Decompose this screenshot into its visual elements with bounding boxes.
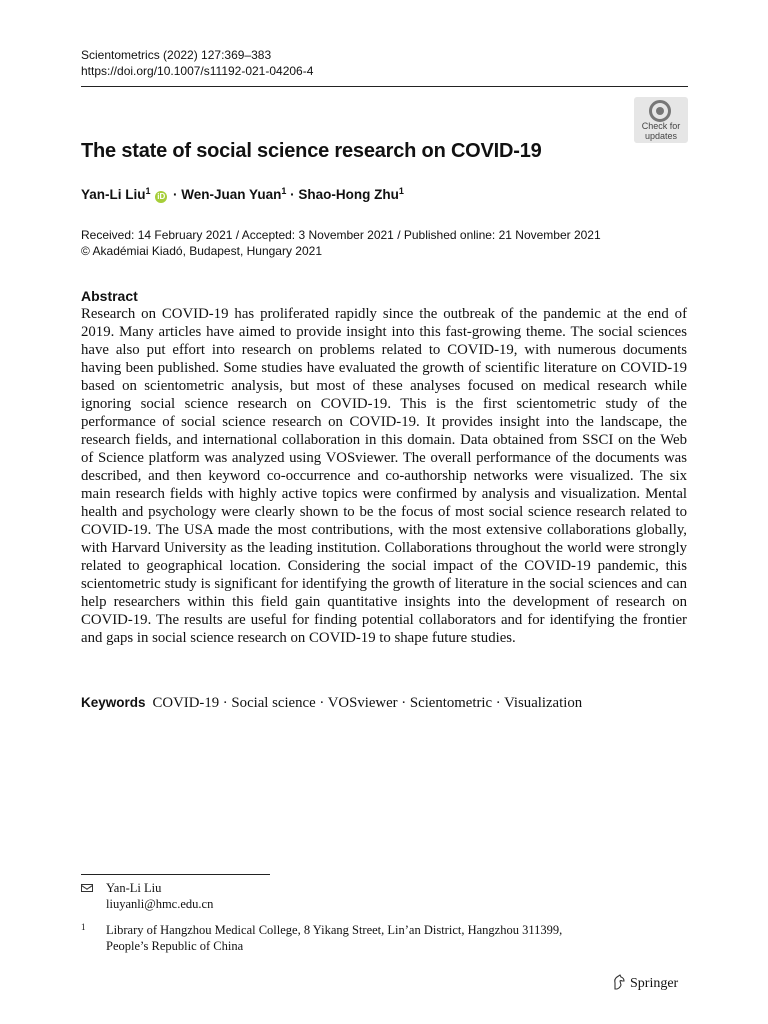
author-affiliation-marker: 1 bbox=[398, 186, 404, 196]
publication-info bbox=[81, 227, 601, 259]
corresponding-email[interactable]: liuyanli@hmc.edu.cn bbox=[106, 897, 214, 911]
publication-dates: Received: 14 February 2021 / Accepted: 3 November 2021 / Published online: 21 November 2021 bbox=[81, 228, 601, 242]
check-updates-label: Check for updates bbox=[641, 121, 681, 141]
publisher-logo bbox=[612, 974, 678, 992]
abstract-body: Research on COVID-19 has proliferated rapidly since the outbreak of the pandemic at the end of 2019. Many articles have aimed to provide insight into this fast-growing theme. The social sciences have also put effort into research on problems related to COVID-19, with numerous documents having been published. Some studies have evaluated the growth of scientific literature on COVID-19 based on scientometric analysis, but most of these analyses focused on medical research while ignoring social science research on COVID-19. This is the first scientometric study of the performance of social science research on COVID-19. It provides insight into the landscape, the research fields, and international collaboration in this domain. Data obtained from SSCI on the Web of Science platform was analyzed using VOSviewer. The overall performance of the documents was described, and then keyword co-occurrence and co-authorship networks were visualized. The six main research fields with highly active topics were confirmed by analysis and visualization. Mental health and psychology were clearly shown to be the focus of most social science research related to COVID-19. The USA made the most contributions, with the most extensive collaborations globally, with Harvard University as the leading institution. Collaborations throughout the world were strongly related to geographical location. Considering the social impact of the COVID-19 pandemic, this scientometric study is significant for identifying the growth of literature in the social sciences and can help researchers within this field gain quantitative insights into the development of research on COVID-19. The results are useful for finding potential collaborators and for identifying the frontier and gaps in social science research on COVID-19 to shape future studies. bbox=[81, 306, 687, 646]
footnote-divider bbox=[81, 874, 270, 875]
author-affiliation-marker: 1 bbox=[281, 186, 287, 196]
publisher-name: Springer bbox=[630, 976, 679, 991]
author-affiliation-marker: 1 bbox=[145, 186, 151, 196]
author-separator: · bbox=[169, 187, 182, 202]
abstract-heading: Abstract bbox=[81, 288, 138, 304]
author-name[interactable]: Wen-Juan Yuan bbox=[181, 187, 282, 202]
check-for-updates-badge[interactable] bbox=[634, 97, 688, 143]
affiliation-number: 1 bbox=[81, 922, 86, 932]
doi-link[interactable]: https://doi.org/10.1007/s11192-021-04206-4 bbox=[81, 64, 314, 78]
copyright-notice: © Akadémiai Kiadó, Budapest, Hungary 2021 bbox=[81, 244, 322, 258]
journal-header bbox=[81, 47, 313, 79]
journal-citation: Scientometrics (2022) 127:369–383 bbox=[81, 48, 272, 62]
article-title: The state of social science research on COVID-19 bbox=[81, 140, 542, 162]
affiliation-line: People’s Republic of China bbox=[106, 939, 244, 953]
check-updates-icon bbox=[649, 100, 671, 122]
keywords-label: Keywords bbox=[81, 695, 146, 710]
author-separator: · bbox=[286, 187, 299, 202]
keywords-line bbox=[81, 694, 582, 712]
author-name[interactable]: Shao-Hong Zhu bbox=[298, 187, 399, 202]
corresponding-name: Yan-Li Liu bbox=[106, 881, 162, 895]
springer-horse-icon bbox=[612, 974, 626, 990]
author-name[interactable]: Yan-Li Liu bbox=[81, 187, 146, 202]
envelope-icon bbox=[81, 884, 93, 892]
affiliation-line: Library of Hangzhou Medical College, 8 Yikang Street, Lin’an District, Hangzhou 311399, bbox=[106, 923, 563, 937]
orcid-icon[interactable]: iD bbox=[157, 192, 166, 201]
keywords-list: COVID-19 · Social science · VOSviewer · Scientometric · Visualization bbox=[152, 695, 583, 711]
author-list bbox=[81, 186, 404, 203]
header-divider bbox=[81, 86, 688, 87]
